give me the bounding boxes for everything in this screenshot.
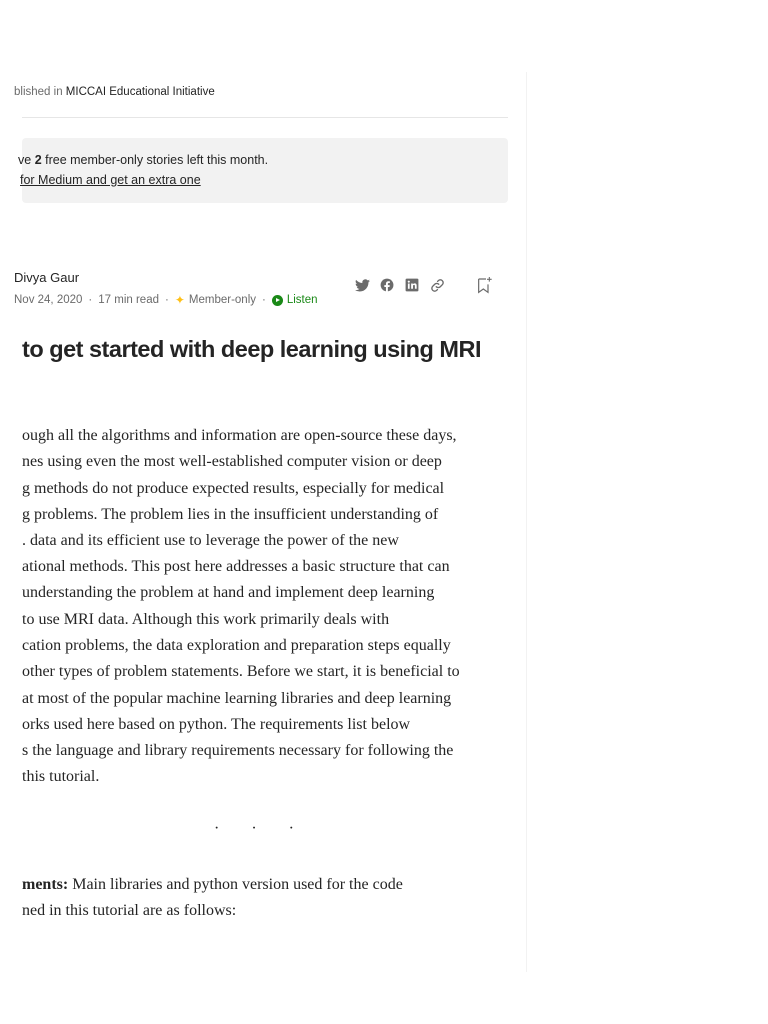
publish-date: Nov 24, 2020: [14, 294, 83, 306]
member-only-label: Member-only: [188, 294, 257, 306]
section-separator: · · ·: [214, 820, 308, 837]
sidebar-divider: [526, 72, 527, 972]
article-title: to get started with deep learning using MRI: [22, 336, 481, 362]
paragraph-line: cation problems, the data exploration and preparation steps equally: [22, 637, 451, 654]
meta-dot: ·: [165, 294, 169, 306]
paragraph-line: understanding the problem at hand and implement deep learning: [22, 584, 435, 601]
requirements-label: ments:: [22, 876, 69, 893]
published-in-label: blished in: [14, 86, 66, 98]
paragraph-line: orks used here based on python. The requirements list below: [22, 716, 411, 733]
paragraph-line: ough all the algorithms and information are open-source these days,: [22, 427, 457, 444]
listen-label: Listen: [286, 294, 318, 306]
paragraph-line: ational methods. This post here addresses a basic structure that can: [22, 558, 450, 575]
meta-dot: ·: [262, 294, 266, 306]
member-star-icon: ✦: [174, 293, 185, 307]
publication-link[interactable]: MICCAI Educational Initiative: [65, 86, 215, 98]
banner-prefix: ve: [18, 153, 35, 167]
paragraph-line: . data and its efficient use to leverage the power of the new: [22, 532, 399, 549]
paragraph-line: this tutorial.: [22, 768, 100, 785]
signup-link[interactable]: for Medium and get an extra one: [20, 173, 201, 187]
paragraph-line: at most of the popular machine learning libraries and deep learning: [22, 690, 452, 707]
paragraph-line: nes using even the most well-established computer vision or deep: [22, 453, 442, 470]
paragraph-line: s the language and library requirements necessary for following the: [22, 742, 454, 759]
read-time: 17 min read: [98, 294, 159, 306]
requirements-line-2: ned in this tutorial are as follows:: [22, 902, 237, 919]
banner-suffix: free member-only stories left this month.: [41, 153, 269, 167]
paragraph-line: g methods do not produce expected results, especially for medical: [22, 480, 445, 497]
paragraph-line: other types of problem statements. Before we start, it is beneficial to: [22, 663, 460, 680]
meta-dot: ·: [88, 294, 93, 306]
requirements-line: [22, 876, 403, 894]
paragraph-line: to use MRI data. Although this work primarily deals with: [22, 611, 390, 628]
stories-count: 2: [34, 153, 42, 167]
author-name[interactable]: Divya Gaur: [14, 270, 80, 285]
requirements-text: Main libraries and python version used for the code: [68, 876, 403, 893]
paragraph-line: g problems. The problem lies in the insufficient understanding of: [22, 506, 439, 523]
